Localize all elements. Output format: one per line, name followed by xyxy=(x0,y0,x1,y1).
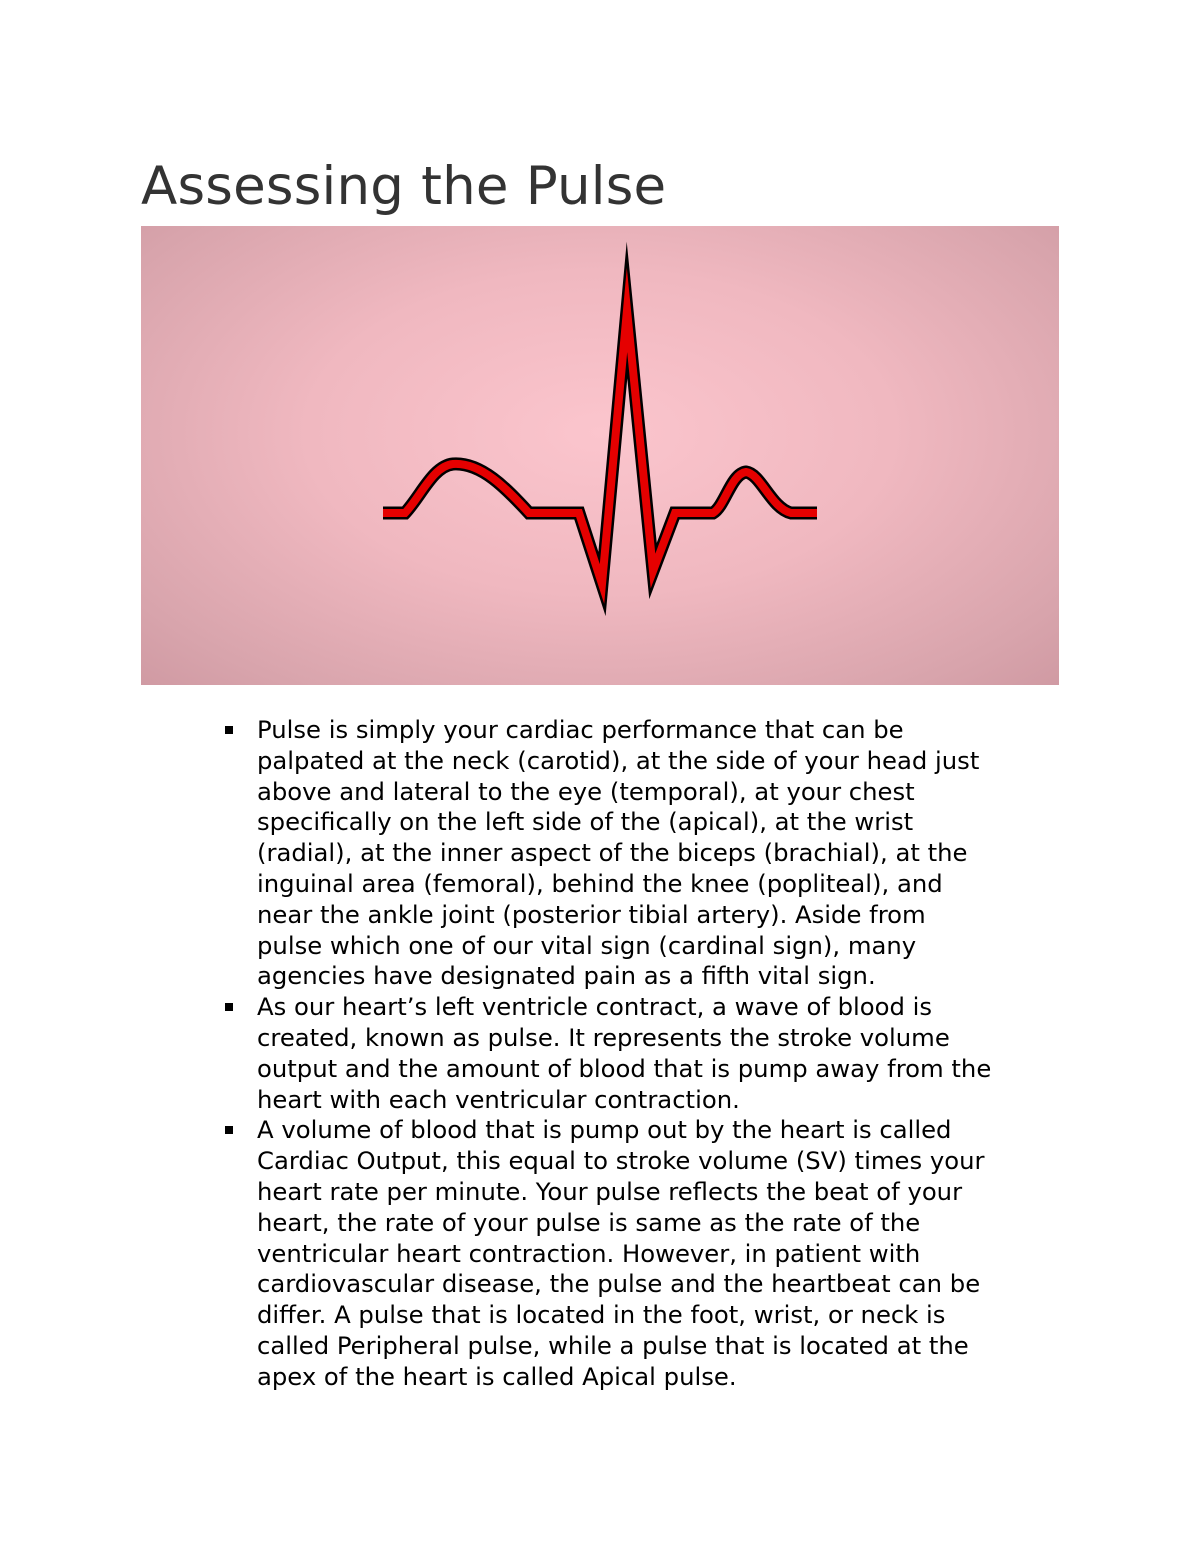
text-line: inguinal area (femoral), behind the knee (popliteal), and xyxy=(257,868,943,898)
square-bullet-icon xyxy=(225,726,233,734)
text-line: apex of the heart is called Apical pulse. xyxy=(257,1361,737,1391)
text-line: Pulse is simply your cardiac performance that can be xyxy=(257,715,904,744)
list-item-2 xyxy=(257,992,1077,1115)
text-line: called Peripheral pulse, while a pulse that is located at the xyxy=(257,1330,969,1360)
text-line: palpated at the neck (carotid), at the side of your head just xyxy=(257,745,980,775)
text-line: As our heart’s left ventricle contract, a wave of blood is xyxy=(257,992,933,1022)
bullet-list xyxy=(257,715,1077,1393)
text-line: specifically on the left side of the (apical), at the wrist xyxy=(257,807,914,837)
text-line: heart, the rate of your pulse is same as the rate of the xyxy=(257,1207,921,1237)
ecg-figure xyxy=(141,226,1059,685)
text-line: created, known as pulse. It represents the stroke volume xyxy=(257,1022,950,1052)
text-line: ventricular heart contraction. However, in patient with xyxy=(257,1238,921,1268)
text-line: agencies have designated pain as a fifth vital sign. xyxy=(257,961,876,991)
text-line: pulse which one of our vital sign (cardinal sign), many xyxy=(257,930,917,960)
text-line: heart rate per minute. Your pulse reflects the beat of your xyxy=(257,1176,963,1206)
ecg-waveform-outline xyxy=(383,310,817,584)
text-line: A volume of blood that is pump out by the heart is called xyxy=(257,1115,952,1145)
page-title: Assessing the Pulse xyxy=(141,156,667,217)
text-line: heart with each ventricular contraction. xyxy=(257,1084,740,1114)
list-item-1 xyxy=(257,715,1077,992)
list-item-3 xyxy=(257,1115,1077,1392)
square-bullet-icon xyxy=(225,1003,233,1011)
text-line: (radial), at the inner aspect of the biceps (brachial), at the xyxy=(257,838,968,868)
text-line: cardiovascular disease, the pulse and the heartbeat can be xyxy=(257,1269,981,1299)
text-line: above and lateral to the eye (temporal), at your chest xyxy=(257,776,915,806)
text-line: differ. A pulse that is located in the foot, wrist, or neck is xyxy=(257,1300,946,1330)
text-line: near the ankle joint (posterior tibial artery). Aside from xyxy=(257,899,926,929)
text-line: Cardiac Output, this equal to stroke volume (SV) times your xyxy=(257,1146,985,1176)
text-line: output and the amount of blood that is pump away from the xyxy=(257,1053,992,1083)
square-bullet-icon xyxy=(225,1126,233,1134)
ecg-waveform-icon xyxy=(141,226,1059,685)
